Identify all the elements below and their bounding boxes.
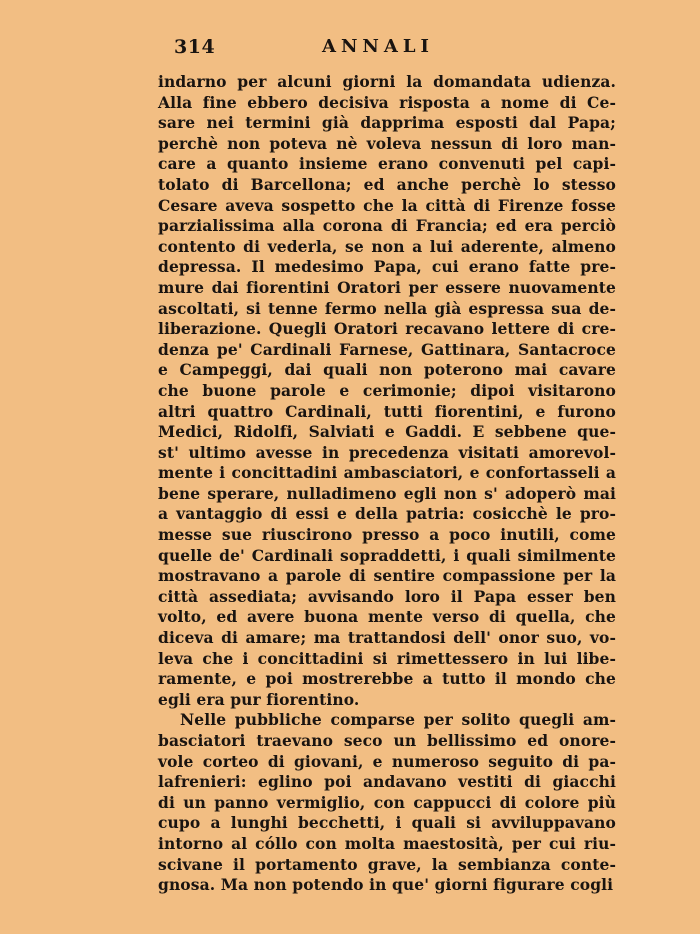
text-line: mure dai fiorentini Oratori per essere nuovamente: [158, 277, 616, 297]
text-line: denza pe' Cardinali Farnese, Gattinara, Santacroce: [158, 339, 616, 359]
text-line: sare nei termini già dapprima esposti dal Papa;: [158, 113, 616, 133]
text-line: Alla fine ebbero decisiva risposta a nome di Ce-: [158, 92, 616, 112]
text-line: egli era pur fiorentino.: [158, 689, 360, 709]
text-line: messe sue riuscirono presso a poco inutili, come: [158, 525, 616, 545]
text-line: contento di vederla, se non a lui aderente, almeno: [158, 236, 616, 256]
text-line: gnosa. Ma non potendo in que' giorni figurare cogli: [158, 875, 614, 895]
text-line: città assediata; avvisando loro il Papa esser ben: [158, 586, 616, 606]
page-header: [158, 36, 618, 62]
text-line: di un panno vermiglio, con cappucci di colore più: [158, 792, 616, 812]
text-line: bene sperare, nulladimeno egli non s' adoperò mai: [158, 483, 616, 503]
text-line: altri quattro Cardinali, tutti fiorentini, e furono: [158, 401, 616, 421]
text-line: volto, ed avere buona mente verso di quella, che: [158, 607, 616, 627]
text-line: basciatori traevano seco un bellissimo ed onore-: [158, 731, 616, 750]
body-text: [158, 72, 616, 896]
paragraph: [158, 710, 616, 895]
text-line: depressa. Il medesimo Papa, cui erano fatte pre-: [158, 257, 616, 277]
text-line: st' ultimo avesse in precedenza visitati amorevol-: [158, 442, 616, 462]
text-line: lafrenieri: eglino poi andavano vestiti di giacchi: [158, 772, 616, 792]
text-line: Cesare aveva sospetto che la città di Firenze fosse: [158, 195, 616, 215]
text-line: quelle de' Cardinali sopraddetti, i quali similmente: [158, 545, 616, 565]
text-line: Nelle pubbliche comparse per solito quegli am-: [180, 710, 616, 730]
text-line: indarno per alcuni giorni la domandata udienza.: [158, 72, 616, 91]
text-line: Medici, Ridolfi, Salviati e Gaddi. E sebbene que-: [158, 422, 616, 442]
paragraph: [158, 72, 616, 710]
text-line: tolato di Barcellona; ed anche perchè lo stesso: [158, 174, 616, 194]
text-line: vole corteo di giovani, e numeroso seguito di pa-: [158, 751, 616, 771]
text-line: mente i concittadini ambasciatori, e confortasseli a: [158, 463, 616, 483]
text-line: a vantaggio di essi e della patria: cosicchè le pro-: [158, 504, 616, 524]
text-line: ramente, e poi mostrerebbe a tutto il mondo che: [158, 669, 616, 689]
text-line: care a quanto insieme erano convenuti pel capi-: [158, 154, 616, 174]
text-line: perchè non poteva nè voleva nessun di loro man-: [158, 133, 616, 153]
text-line: parzialissima alla corona di Francia; ed era perciò: [158, 216, 616, 236]
running-title: ANNALI: [322, 36, 434, 57]
text-line: e Campeggi, dai quali non poterono mai cavare: [158, 360, 616, 380]
text-line: ascoltati, si tenne fermo nella già espressa sua de-: [158, 298, 616, 318]
text-line: diceva di amare; ma trattandosi dell' onor suo, vo-: [158, 628, 616, 648]
text-line: scivane il portamento grave, la sembianza conte-: [158, 854, 616, 874]
page-number: 314: [174, 36, 216, 58]
text-line: intorno al cóllo con molta maestosità, per cui riu-: [158, 833, 616, 853]
text-line: liberazione. Quegli Oratori recavano lettere di cre-: [158, 319, 616, 339]
text-line: mostravano a parole di sentire compassione per la: [158, 566, 616, 586]
text-line: cupo a lunghi becchetti, i quali si avviluppavano: [158, 813, 616, 833]
text-line: che buone parole e cerimonie; dipoi visitarono: [158, 380, 616, 400]
text-line: leva che i concittadini si rimettessero in lui libe-: [158, 648, 616, 668]
